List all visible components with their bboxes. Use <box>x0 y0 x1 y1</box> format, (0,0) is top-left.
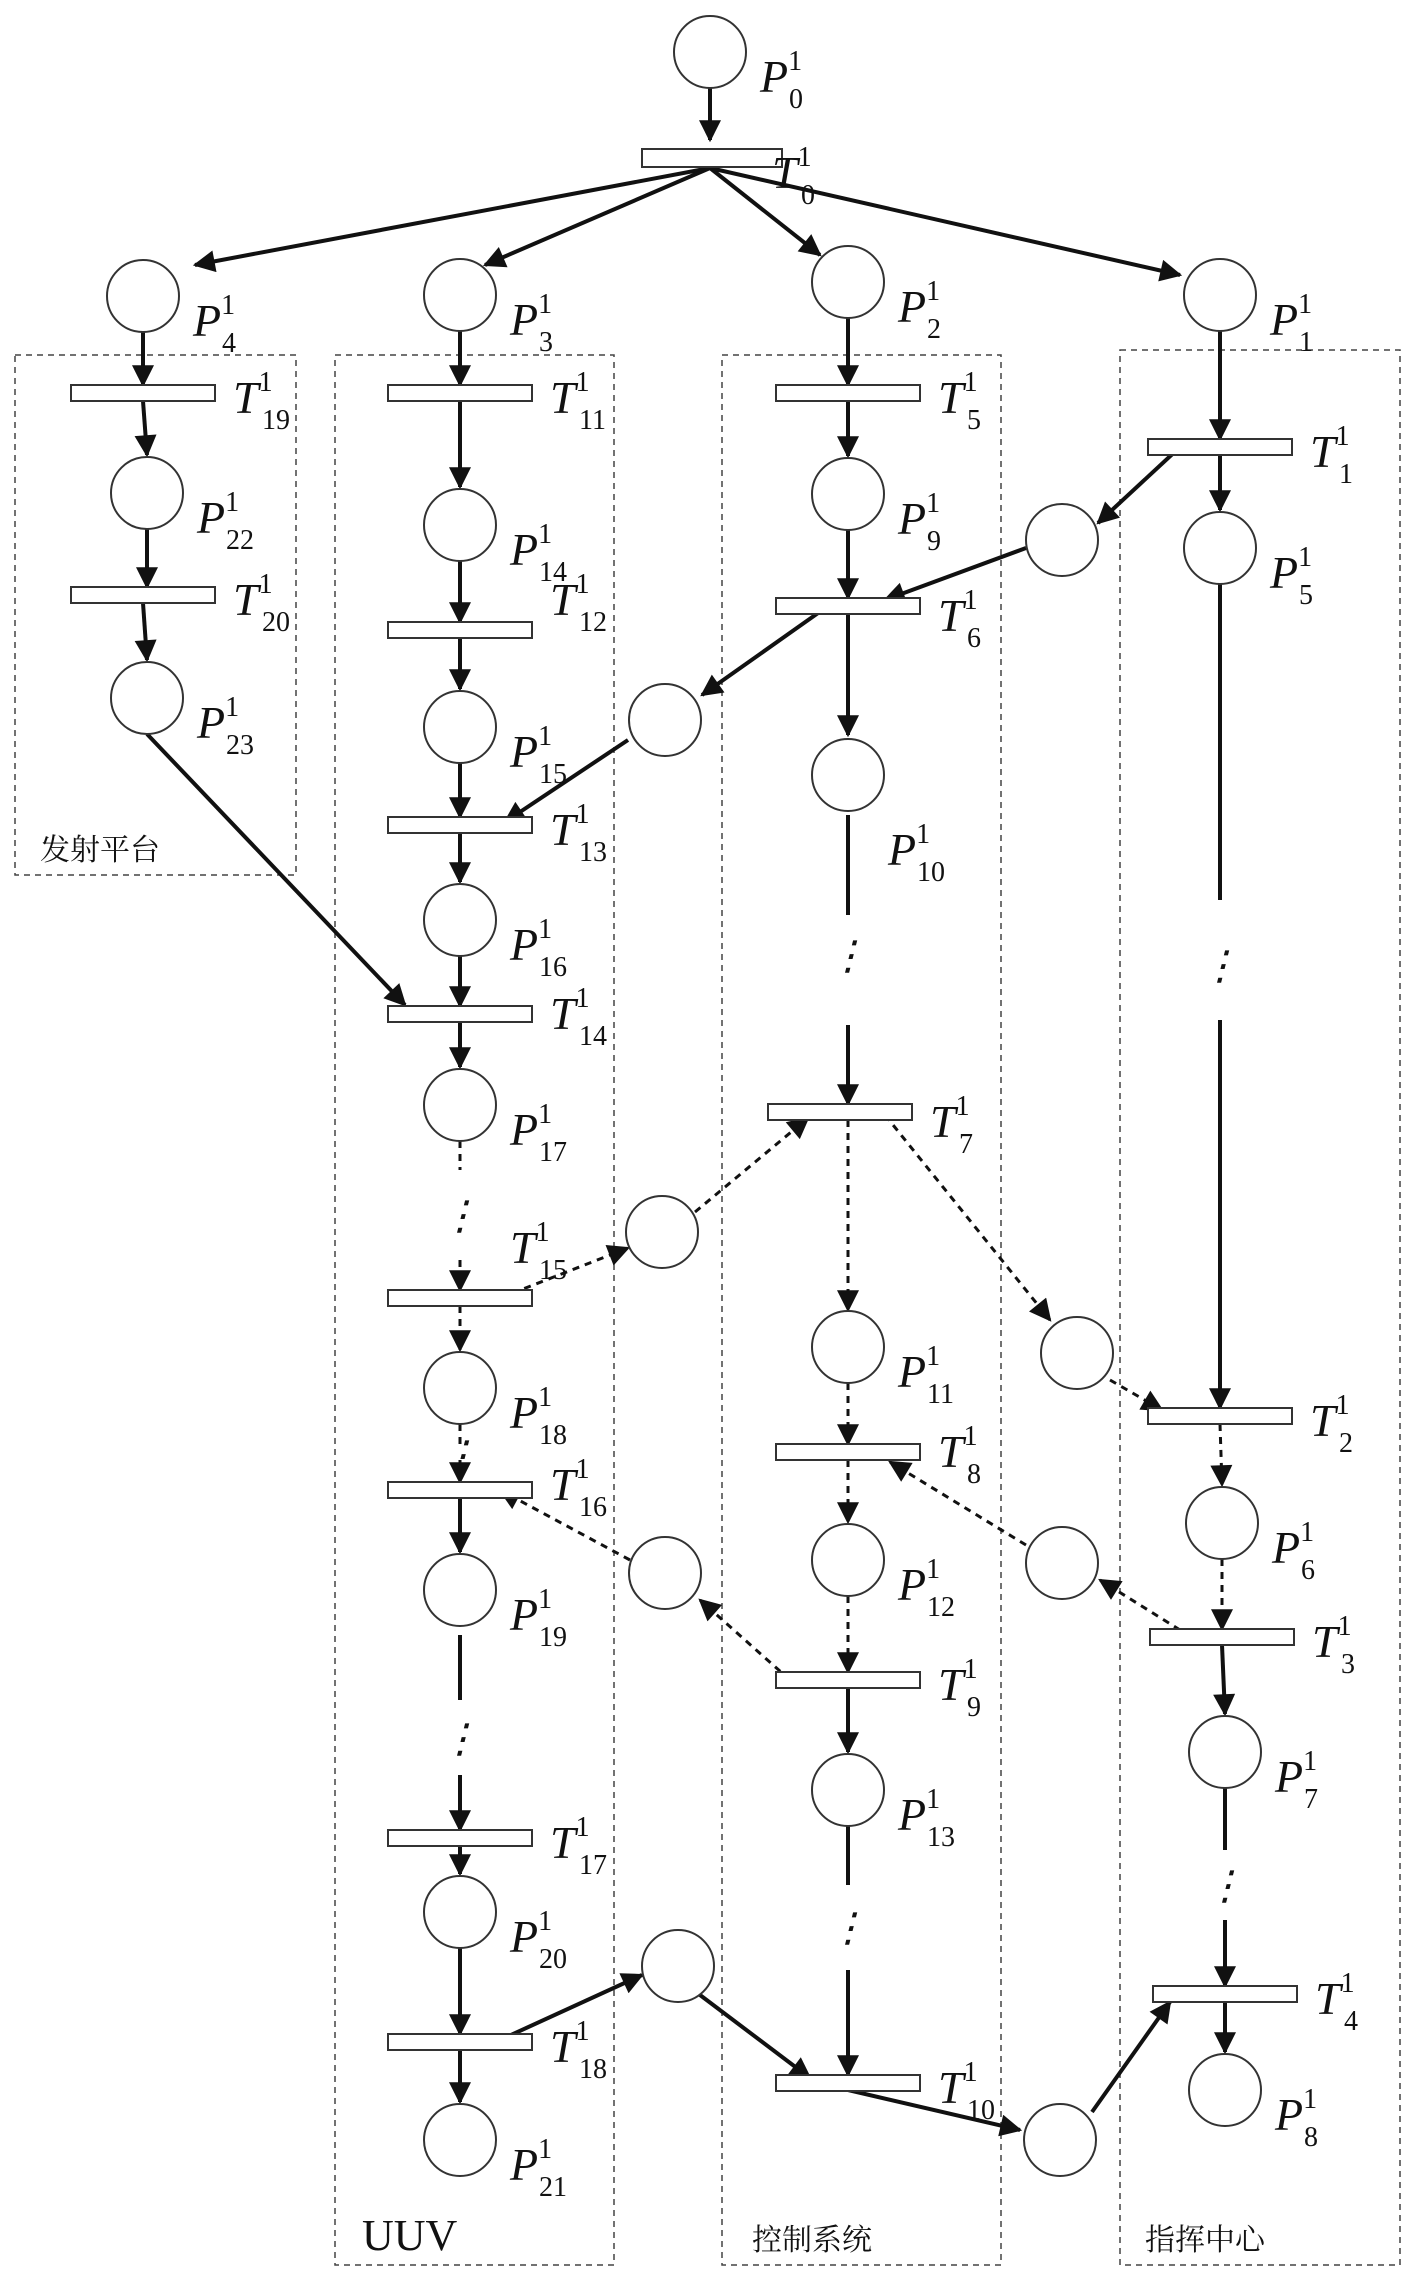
place-label-p8: $P^1$ 8 <box>1275 2084 1318 2153</box>
place-label-p4: $P^1$ 4 <box>193 290 236 359</box>
place-label-p9: $P^1$ 9 <box>898 488 941 557</box>
place-aux-a5 <box>629 1537 701 1609</box>
arc-t20-p23 <box>143 603 147 660</box>
transition-t2 <box>1148 1408 1292 1424</box>
place-label-p3: $P^1$ 3 <box>510 289 553 358</box>
group-box-command <box>1120 350 1400 2265</box>
place-label-p22: $P^1$ 22 <box>197 487 254 556</box>
place-p21 <box>424 2104 496 2176</box>
place-p9 <box>812 458 884 530</box>
arc-t9-a5 <box>700 1600 790 1680</box>
ellipsis-uuv-3: ⋮ <box>440 1716 480 1761</box>
transition-label-t9: $T^1$ 9 <box>938 1654 981 1723</box>
nodes-layer <box>71 16 1297 2176</box>
arc-t3-p7 <box>1222 1645 1225 1714</box>
place-p1 <box>1184 259 1256 331</box>
transition-label-t6: $T^1$ 6 <box>938 585 981 654</box>
place-label-p18: $P^1$ 18 <box>510 1382 567 1451</box>
place-aux-a8 <box>1024 2104 1096 2176</box>
place-label-p19: $P^1$ 19 <box>510 1584 567 1653</box>
transition-label-t8: $T^1$ 8 <box>938 1421 981 1490</box>
arc-a4-t2 <box>1110 1380 1162 1410</box>
place-p12 <box>812 1524 884 1596</box>
group-label-command: 指挥中心 <box>1145 2223 1265 2258</box>
place-label-p15: $P^1$ 15 <box>510 721 567 790</box>
transition-label-t2: $T^1$ 2 <box>1310 1390 1353 1459</box>
transition-t8 <box>776 1444 920 1460</box>
transition-label-t4: $T^1$ 4 <box>1315 1968 1358 2037</box>
place-p7 <box>1189 1716 1261 1788</box>
transition-t0 <box>642 149 782 167</box>
place-p19 <box>424 1554 496 1626</box>
transition-t5 <box>776 385 920 401</box>
labels-layer <box>192 46 1358 2203</box>
transition-label-t12: $T^1$ 12 <box>550 569 607 638</box>
transition-label-t5: $T^1$ 5 <box>938 367 981 436</box>
transition-t7 <box>768 1104 912 1120</box>
ellipsis-cmd-1: ⋮ <box>1200 943 1240 988</box>
transition-t13 <box>388 817 532 833</box>
transition-label-t16: $T^1$ 16 <box>550 1454 607 1523</box>
transition-label-t0: $T^1$ 0 <box>772 142 815 211</box>
ellipsis-uuv-2: ⋮ <box>440 1433 480 1478</box>
place-p6 <box>1186 1487 1258 1559</box>
transition-label-t13: $T^1$ 13 <box>550 799 607 868</box>
place-aux-a2 <box>629 684 701 756</box>
transition-t6 <box>776 598 920 614</box>
transition-label-t18: $T^1$ 18 <box>550 2016 607 2085</box>
ellipsis-ctrl-1: ⋮ <box>828 933 868 978</box>
place-aux-a1 <box>1026 504 1098 576</box>
transition-t14 <box>388 1006 532 1022</box>
arc-t3-a6 <box>1100 1580 1180 1630</box>
ellipsis-uuv-1: ⋮ <box>440 1193 480 1238</box>
arc-t2-p6 <box>1220 1424 1222 1485</box>
place-label-p0: $P^1$ 0 <box>760 46 803 115</box>
transition-label-t3: $T^1$ 3 <box>1312 1611 1355 1680</box>
arc-a8-t4 <box>1092 2002 1170 2112</box>
transition-t17 <box>388 1830 532 1846</box>
transition-t3 <box>1150 1629 1294 1645</box>
place-label-p13: $P^1$ 13 <box>898 1784 955 1853</box>
place-p15 <box>424 691 496 763</box>
transition-label-t1: $T^1$ 1 <box>1310 421 1353 490</box>
place-p22 <box>111 457 183 529</box>
group-label-launch: 发射平台 <box>40 833 160 868</box>
transition-label-t11: $T^1$ 11 <box>550 367 606 436</box>
ellipsis-cmd-2: ⋮ <box>1205 1863 1245 1908</box>
place-label-p11: $P^1$ 11 <box>898 1341 954 1410</box>
place-p0 <box>674 16 746 88</box>
transition-t9 <box>776 1672 920 1688</box>
transition-label-t17: $T^1$ 17 <box>550 1812 607 1881</box>
place-label-p14: $P^1$ 14 <box>510 519 567 588</box>
place-label-p5: $P^1$ 5 <box>1270 542 1313 611</box>
group-box-control <box>722 355 1001 2265</box>
group-label-control: 控制系统 <box>752 2223 872 2258</box>
place-label-p7: $P^1$ 7 <box>1275 1746 1318 1815</box>
place-label-p10: $P^1$ 10 <box>888 819 945 888</box>
place-p17 <box>424 1069 496 1141</box>
transition-label-t15: $T^1$ 15 <box>510 1217 567 1286</box>
place-p3 <box>424 259 496 331</box>
transition-label-t20: $T^1$ 20 <box>233 569 290 638</box>
transition-t1 <box>1148 439 1292 455</box>
place-label-p12: $P^1$ 12 <box>898 1554 955 1623</box>
place-p23 <box>111 662 183 734</box>
transition-t19 <box>71 385 215 401</box>
place-p11 <box>812 1311 884 1383</box>
transition-label-t19: $T^1$ 19 <box>233 367 290 436</box>
arcs-layer <box>143 88 1225 2130</box>
place-aux-a3 <box>626 1196 698 1268</box>
place-label-p16: $P^1$ 16 <box>510 914 567 983</box>
place-label-p1: $P^1$ 1 <box>1270 289 1313 358</box>
place-label-p2: $P^1$ 2 <box>898 276 941 345</box>
transition-t12 <box>388 622 532 638</box>
place-p5 <box>1184 512 1256 584</box>
arc-t1-a1 <box>1098 447 1180 523</box>
transition-t10 <box>776 2075 920 2091</box>
place-p18 <box>424 1352 496 1424</box>
group-label-uuv: UUV <box>362 2211 458 2260</box>
place-p16 <box>424 884 496 956</box>
place-p2 <box>812 246 884 318</box>
place-p20 <box>424 1876 496 1948</box>
arc-t19-p22 <box>143 401 147 455</box>
transition-label-t7: $T^1$ 7 <box>930 1091 973 1160</box>
place-label-p23: $P^1$ 23 <box>197 692 254 761</box>
transition-t18 <box>388 2034 532 2050</box>
arc-t6-a2 <box>702 606 828 695</box>
place-aux-a6 <box>1026 1527 1098 1599</box>
arc-t0-p4 <box>195 168 710 265</box>
transition-t11 <box>388 385 532 401</box>
place-label-p17: $P^1$ 17 <box>510 1099 567 1168</box>
arc-t0-p3 <box>485 168 710 265</box>
transition-t4 <box>1153 1986 1297 2002</box>
transition-t15 <box>388 1290 532 1306</box>
place-label-p21: $P^1$ 21 <box>510 2134 567 2203</box>
transition-label-t14: $T^1$ 14 <box>550 983 607 1052</box>
place-p4 <box>107 260 179 332</box>
group-box-uuv <box>335 355 614 2265</box>
transition-t20 <box>71 587 215 603</box>
place-aux-a7 <box>642 1930 714 2002</box>
place-label-p20: $P^1$ 20 <box>510 1906 567 1975</box>
transition-label-t10: $T^1$ 10 <box>938 2057 995 2126</box>
place-p8 <box>1189 2054 1261 2126</box>
place-label-p6: $P^1$ 6 <box>1272 1517 1315 1586</box>
place-p14 <box>424 489 496 561</box>
place-aux-a4 <box>1041 1317 1113 1389</box>
arc-a7-t10 <box>700 1995 810 2078</box>
arc-p23-t14 <box>147 734 405 1005</box>
place-p13 <box>812 1754 884 1826</box>
transition-t16 <box>388 1482 532 1498</box>
ellipsis-ctrl-2: ⋮ <box>828 1905 868 1950</box>
arc-a3-t7 <box>695 1118 808 1212</box>
place-p10 <box>812 739 884 811</box>
